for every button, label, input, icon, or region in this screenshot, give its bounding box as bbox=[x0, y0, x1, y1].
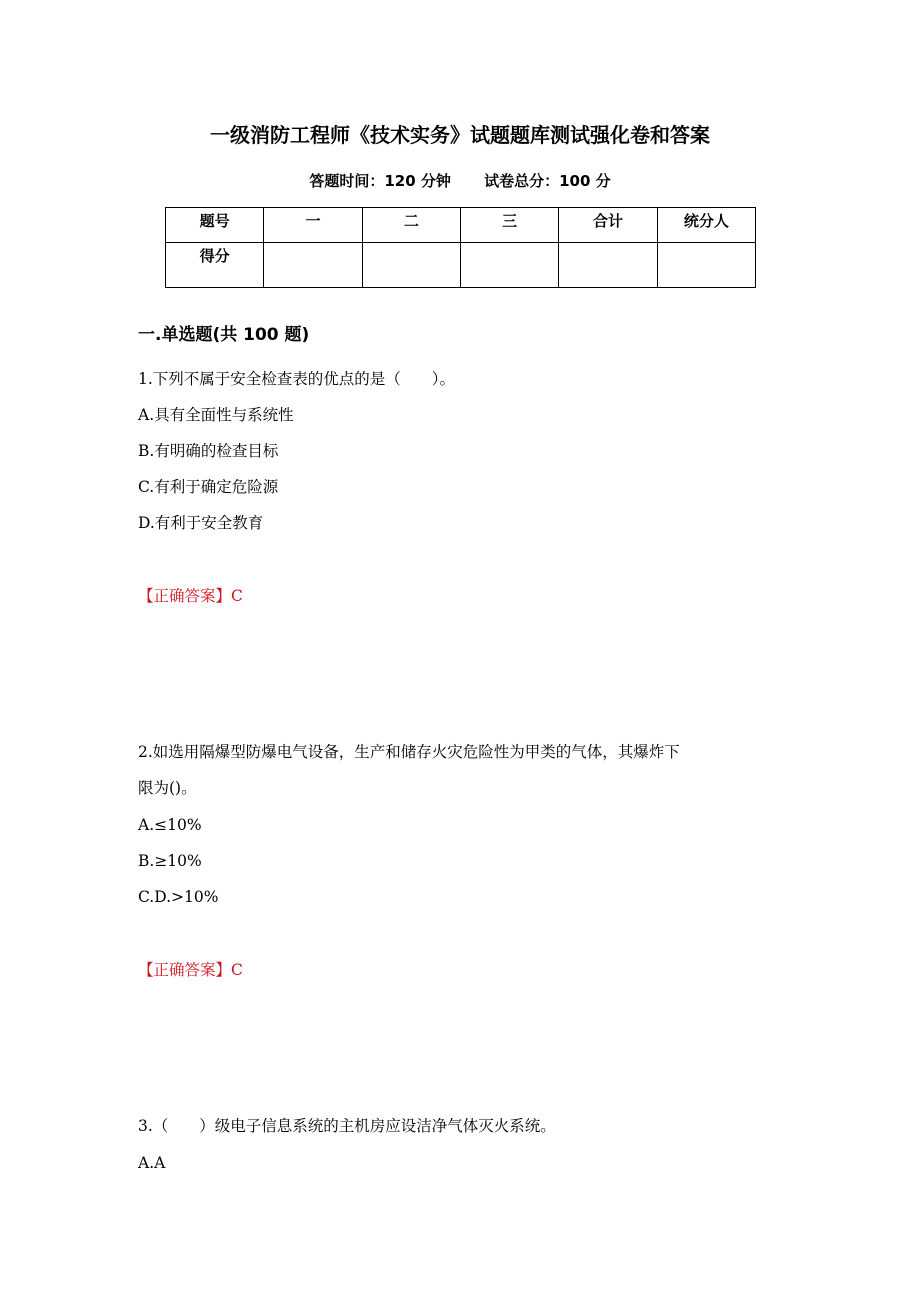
question-1-option-c: C.有利于确定危险源 bbox=[138, 478, 279, 496]
score-table-header-cell: 统分人 bbox=[657, 208, 755, 243]
score-cell bbox=[264, 243, 362, 288]
score-cell bbox=[559, 243, 657, 288]
exam-time: 答题时间：120 分钟 bbox=[309, 172, 451, 190]
question-2-stem-line-2: 限为()。 bbox=[138, 779, 197, 797]
score-table-header-cell: 二 bbox=[362, 208, 460, 243]
question-1-stem: 1.下列不属于安全检查表的优点的是（ ）。 bbox=[138, 370, 456, 388]
score-table-row-label: 得分 bbox=[166, 243, 264, 288]
section-title: 一.单选题(共 100 题) bbox=[138, 325, 310, 345]
question-1-option-a: A.具有全面性与系统性 bbox=[138, 406, 294, 424]
answer-label: 【正确答案】 bbox=[138, 961, 232, 979]
exam-meta bbox=[0, 168, 920, 194]
score-table-header-cell: 三 bbox=[460, 208, 558, 243]
answer-value: C bbox=[231, 587, 243, 605]
answer-value: C bbox=[231, 961, 243, 979]
question-1-answer bbox=[138, 583, 788, 609]
score-table-score-row bbox=[166, 243, 756, 288]
document-title: 一级消防工程师《技术实务》试题题库测试强化卷和答案 bbox=[210, 123, 710, 147]
question-2-option-a: A.≤10% bbox=[138, 816, 202, 834]
score-table-header-row bbox=[166, 208, 756, 243]
question-2-stem-line-1: 2.如选用隔爆型防爆电气设备，生产和储存火灾危险性为甲类的气体，其爆炸下 bbox=[138, 743, 680, 761]
score-table-header-cell: 题号 bbox=[166, 208, 264, 243]
question-2-option-c: C.D.>10% bbox=[138, 888, 219, 906]
score-table-header-cell: 合计 bbox=[559, 208, 657, 243]
question-2-option-b: B.≥10% bbox=[138, 852, 202, 870]
question-2-answer bbox=[138, 957, 788, 983]
question-3-stem: 3.（ ）级电子信息系统的主机房应设洁净气体灭火系统。 bbox=[138, 1117, 556, 1135]
question-1-option-d: D.有利于安全教育 bbox=[138, 514, 264, 532]
question-1-option-b: B.有明确的检查目标 bbox=[138, 442, 279, 460]
score-cell bbox=[657, 243, 755, 288]
score-table-header-cell: 一 bbox=[264, 208, 362, 243]
score-cell bbox=[460, 243, 558, 288]
total-score: 试卷总分：100 分 bbox=[484, 172, 611, 190]
score-table bbox=[165, 207, 756, 288]
question-3-option-a: A.A bbox=[138, 1154, 166, 1172]
answer-label: 【正确答案】 bbox=[138, 587, 232, 605]
score-cell bbox=[362, 243, 460, 288]
